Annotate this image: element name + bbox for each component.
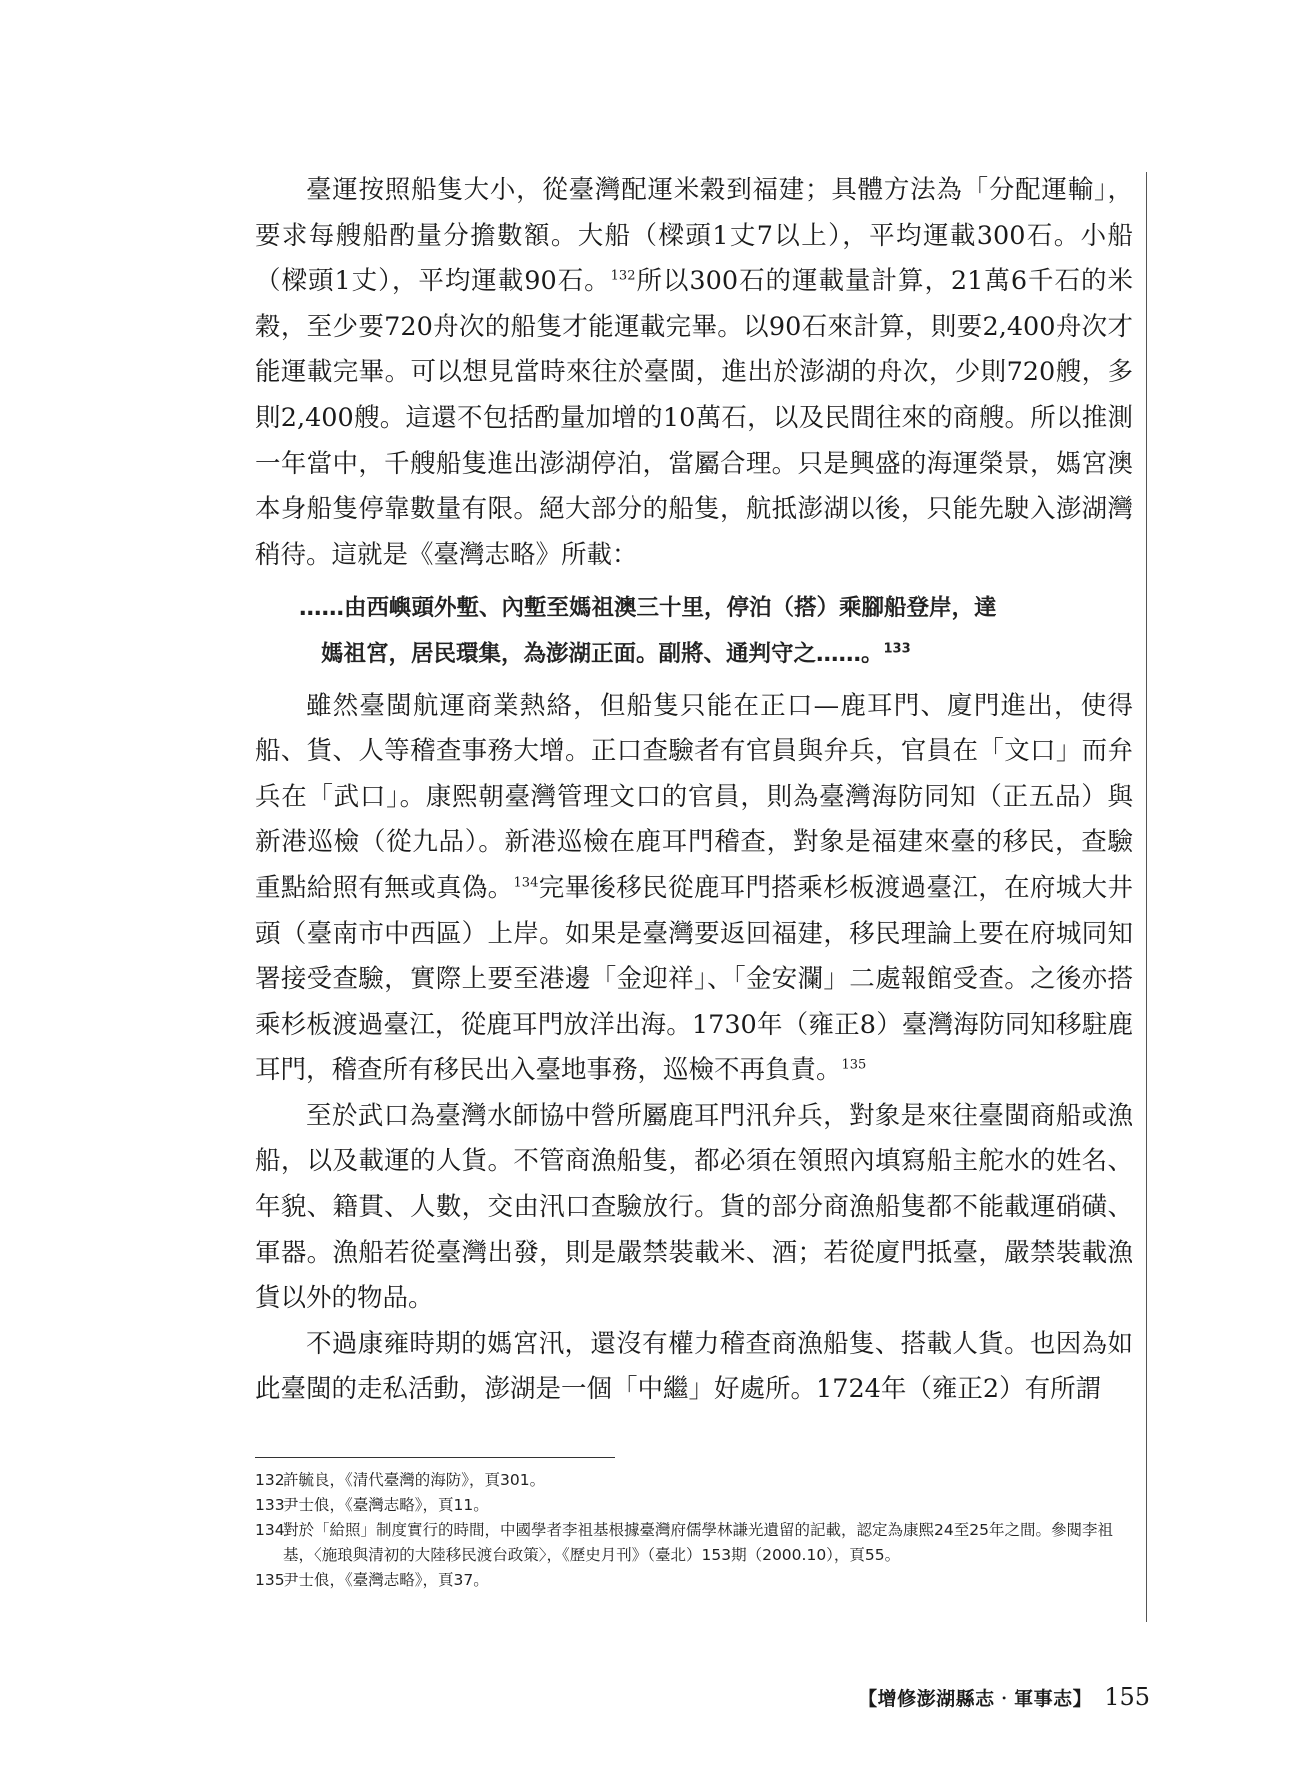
quote-line-1: ……由西嶼頭外塹、內塹至媽祖澳三十里，停泊（搭）乘腳船登岸，達 xyxy=(299,595,997,622)
footnote-text: 對於「給照」制度實行的時間，中國學者李祖基根據臺灣府儒學林謙光遺留的記載，認定為康熙24至25年之間。參閱李祖基，〈施琅與清初的大陸移民渡台政策〉，《歷史月刊》（臺北）153期（2000.10），頁55。 xyxy=(283,1521,1113,1564)
footnote-ref-134[interactable]: 134 xyxy=(513,875,539,891)
footnote-text: 尹士俍，《臺灣志略》，頁11。 xyxy=(283,1496,489,1514)
footnote xyxy=(255,1568,1135,1593)
paragraph-1: 臺運按照船隻大小，從臺灣配運米穀到福建；具體方法為「分配運輸」，要求每艘船酌量分擔數額。大船（樑頭1丈7以上），平均運載300石。小船（樑頭1丈），平均運載90石。$^{132}$所以300石的運載量計算，21萬6千石的米穀，至少要720舟次的船隻才能運載完畢。以90石來計算，則要2,400舟次才能運載完畢。可以想見當時來往於臺閩，進出於澎湖的舟次，少則720艘，多則2,400艘。這還不包括酌量加增的10萬石，以及民間往來的商艘。所以推測一年當中，千艘船隻進出澎湖停泊，當屬合理。只是興盛的海運榮景，媽宮澳本身船隻停靠數量有限。絕大部分的船隻，航抵澎湖以後，只能先駛入澎湖灣稍待。這就是《臺灣志略》所載： xyxy=(255,175,1133,570)
book-title: 【增修澎湖縣志‧軍事志】 xyxy=(858,1688,1093,1710)
footnotes xyxy=(255,1468,1135,1593)
block-quote xyxy=(255,586,1133,677)
paragraph-3: 至於武口為臺灣水師協中營所屬鹿耳門汛弁兵，對象是來往臺閩商船或漁船，以及載運的人貨。不管商漁船隻，都必須在領照內填寫船主舵水的姓名、年貌、籍貫、人數，交由汛口查驗放行。貨的部分商漁船隻都不能載運硝磺、軍器。漁船若從臺灣出發，則是嚴禁裝載米、酒；若從廈門抵臺，嚴禁裝載漁貨以外的物品。 xyxy=(255,1100,1133,1314)
footnote-number: 134 xyxy=(255,1521,285,1539)
footnote xyxy=(255,1493,1135,1518)
footnote xyxy=(255,1468,1135,1493)
running-footer xyxy=(858,1683,1150,1711)
quote-line-2: 媽祖宮，居民環集，為澎湖正面。副將、通判守之……。 xyxy=(321,640,884,667)
footnote-separator xyxy=(255,1457,615,1458)
footnote-ref-133[interactable]: 133 xyxy=(883,641,911,657)
main-text xyxy=(255,168,1133,1413)
paragraph-2: 雖然臺閩航運商業熱絡，但船隻只能在正口—鹿耳門、廈門進出，使得船、貨、人等稽查事務大增。正口查驗者有官員與弁兵，官員在「文口」而弁兵在「武口」。康熙朝臺灣管理文口的官員，則為臺灣海防同知（正五品）與新港巡檢（從九品）。新港巡檢在鹿耳門稽查，對象是福建來臺的移民，查驗重點給照有無或真偽。$^{134}$完畢後移民從鹿耳門搭乘杉板渡過臺江，在府城大井頭（臺南市中西區）上岸。如果是臺灣要返回福建，移民理論上要在府城同知署接受查驗，實際上要至港邊「金迎祥」、「金安瀾」二處報館受查。之後亦搭乘杉板渡過臺江，從鹿耳門放洋出海。1730年（雍正8）臺灣海防同知移駐鹿耳門，稽查所有移民出入臺地事務，巡檢不再負責。$^{135}$ xyxy=(255,690,1133,1086)
footnote-ref-132[interactable]: 132 xyxy=(610,268,636,284)
footnote-ref-135[interactable]: 135 xyxy=(841,1057,867,1073)
footnote xyxy=(255,1518,1135,1568)
paragraph-4: 不過康雍時期的媽宮汛，還沒有權力稽查商漁船隻、搭載人貨。也因為如此臺閩的走私活動，澎湖是一個「中繼」好處所。1724年（雍正2）有所謂 xyxy=(255,1328,1133,1405)
footnote-number: 133 xyxy=(255,1496,285,1514)
page-number: 155 xyxy=(1104,1683,1150,1711)
footnote-number: 132 xyxy=(255,1471,285,1489)
margin-rule xyxy=(1146,172,1147,1622)
footnote-text: 許毓良，《清代臺灣的海防》，頁301。 xyxy=(283,1471,546,1489)
footnote-text: 尹士俍，《臺灣志略》，頁37。 xyxy=(283,1571,489,1589)
footnote-number: 135 xyxy=(255,1571,285,1589)
